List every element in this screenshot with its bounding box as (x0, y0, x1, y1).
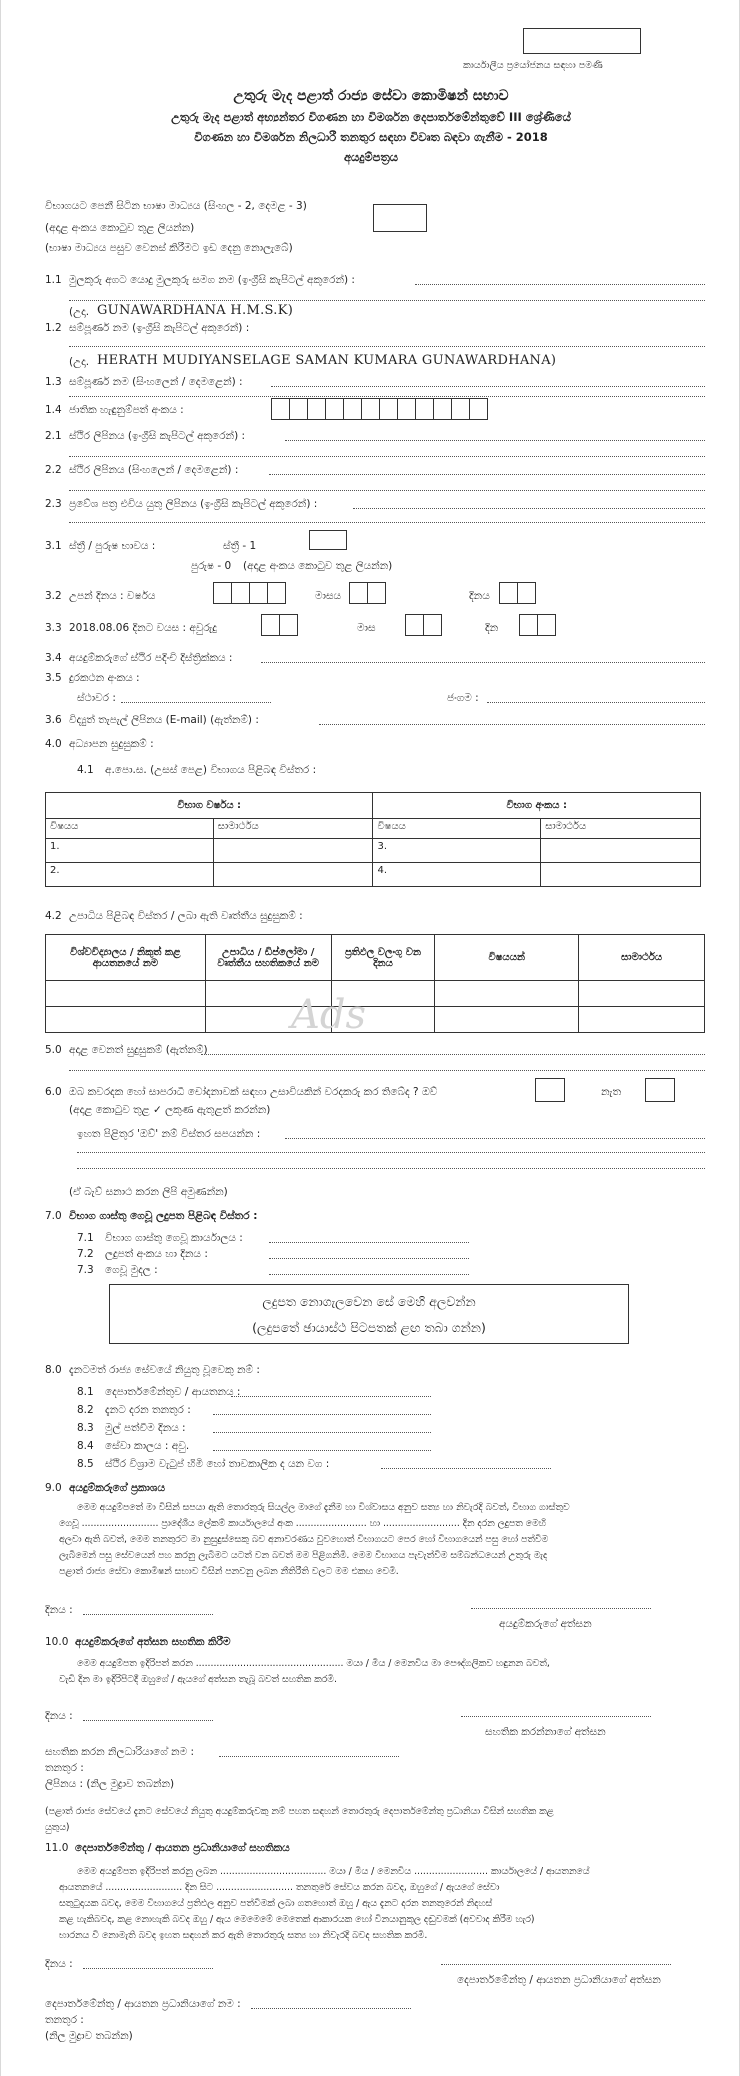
criminal-no-label: නැත (601, 1086, 621, 1098)
field-1-2-number: 1.2 (45, 322, 62, 334)
degree-table-header-row (46, 935, 705, 981)
al-subject-col-2: විෂයය (373, 819, 541, 839)
table-row[interactable] (46, 839, 701, 863)
field-8-4-number: 8.4 (77, 1440, 94, 1452)
field-1-3-number: 1.3 (45, 376, 62, 388)
field-3-3-number: 3.3 (45, 622, 62, 634)
declaration-line-4: ලැබීමෙන් පසු සේවයෙන් පහ කරනු ලැබීමට යටත් වන බවත් මම පිළිගනිමි. මෙම විභාගය පැවැත්වීම සම්බන්ධයෙන් උතුරු මැද (59, 1550, 548, 1561)
field-1-3-label: සම්පූර්ණ නම (සිංහලෙන් / දෙමළෙන්) : (69, 376, 243, 388)
table-cell[interactable] (541, 839, 701, 863)
field-1-1-label: මුලකුරු අගට යොදු මුලකුරු සමග නම (ඉංග්‍රීසි කැපිටල් අකුරෙන්) : (69, 274, 355, 286)
table-cell[interactable] (579, 981, 705, 1007)
field-5-0-number: 5.0 (45, 1044, 62, 1056)
declaration-line-1: මෙම අයදුම්පතේ මා විසින් සපයා ඇති තොරතුරු සියල්ල මාගේ දැනීම හා විශ්වාසය අනුව සත්‍ය හා නිවැරදි බවත්, විභාග ගාස්තුව (77, 1502, 570, 1513)
field-2-2-label: ස්ථිර ලිපිනය (සිංහලෙන් / දෙමළෙන්) : (69, 464, 239, 476)
age-year-boxes[interactable] (261, 614, 297, 636)
field-8-2-label: දැනට දරන තනතුර : (105, 1404, 191, 1416)
field-1-2-prefix: (උදා. (69, 356, 90, 368)
head-certificate-line-3: සතුටුදායක බවද, මෙම විභාගයේ ප්‍රතිඵල අනුව පත්වීමක් ලබා ගතහොත් ඔහු / ඇය දැනට දරන තනතුරෙන් නිදහස් (59, 1898, 493, 1909)
declaration-line-2: ගෙවූ .......................... ප්‍රාදේශීය ලේකම් කාර්යාලයේ අංක ........................ හා .......................... දින දරන ලදුපත මෙහි (59, 1518, 546, 1529)
certifier-address-label: ලිපිනය : (නිල මුද්‍රාව තබන්න) (45, 1778, 175, 1790)
head-certificate-line-2: ආයතනයේ .......................... දින සිට .......................... තනතුරේ සේවය කරන බවද, ඔහුගේ / ඇයගේ සේවා (59, 1882, 500, 1893)
field-2-1-label: ස්ථිර ලිපිනය (ඉංග්‍රීසි කැපිටල් අකුරෙන්) : (69, 430, 246, 442)
field-2-1-line2[interactable] (69, 456, 705, 457)
al-table-subheader-row (46, 819, 701, 839)
head-sign-label: දෙපාර්තමේන්තු / ආයතන ප්‍රධානියාගේ අත්සන (457, 1974, 661, 1986)
phone-mobile-label: ජංගම : (447, 692, 479, 704)
declaration-title: අයදුම්කරුගේ ප්‍රකාශය (69, 1482, 165, 1494)
head-date-label: දිනය : (45, 1958, 73, 1970)
al-table-header-row (46, 793, 701, 819)
phone-home-label: ස්ථාවර : (77, 692, 116, 704)
field-4-0-label: අධ්‍යාපන සුදුසුකම් : (69, 738, 154, 750)
age-day-boxes[interactable] (519, 614, 555, 636)
field-1-4-label: ජාතික හැඳුනුම්පත් අංකය : (69, 404, 184, 416)
field-8-3-number: 8.3 (77, 1422, 94, 1434)
table-row[interactable] (46, 1007, 705, 1033)
field-7-0-label: විභාග ගාස්තු ගෙවූ ලදුපත පිළිබඳ විස්තර : (69, 1210, 258, 1222)
certifier-post-label: තනතුර : (45, 1762, 84, 1774)
al-year-header: විභාග වර්ෂය : (46, 793, 373, 819)
field-2-3-number: 2.3 (45, 498, 62, 510)
field-3-4-line[interactable] (261, 662, 705, 663)
phone-mobile-line[interactable] (487, 702, 705, 703)
table-cell[interactable] (213, 863, 373, 887)
field-2-3-label: ප්‍රවේශ පත්‍ර එවිය යුතු ලිපිනය (ඉංග්‍රීසි කැපිටල් අකුරෙන්) : (69, 498, 318, 510)
declaration-line-5: පළාත් රාජ්‍ය සේවා කොමිෂන් සභාව විසින් පනවනු ලබන නීතිරීති වලට මම එකඟ වෙමි. (59, 1566, 399, 1577)
field-2-3-line[interactable] (353, 508, 705, 509)
field-4-2-number: 4.2 (45, 910, 62, 922)
field-7-3-line[interactable] (269, 1274, 469, 1275)
office-use-label: කාර්යාලීය ප්‍රයෝජනය සඳහා පමණි (463, 60, 603, 71)
table-row[interactable] (46, 981, 705, 1007)
head-name-label: දෙපාර්තමේන්තු / ආයතන ප්‍රධානියාගේ නම : (45, 1998, 241, 2010)
table-row[interactable] (46, 863, 701, 887)
field-1-2-label: සම්පූර්ණ නම (ඉංග්‍රීසි කැපිටල් අකුරෙන්) : (69, 322, 250, 334)
declaration-date-line[interactable] (83, 1614, 213, 1615)
field-7-0-number: 7.0 (45, 1210, 62, 1222)
age-month-boxes[interactable] (405, 614, 441, 636)
head-date-line[interactable] (83, 1968, 213, 1969)
field-3-6-label: විද්‍යුත් තැපැල් ලිපිනය (E-mail) (ඇත්නම්) : (69, 714, 259, 726)
field-8-4-line[interactable] (213, 1450, 431, 1451)
field-3-5-label: දුරකථන අංකය : (69, 672, 140, 684)
field-7-2-number: 7.2 (77, 1248, 94, 1260)
field-4-0-number: 4.0 (45, 738, 62, 750)
table-cell[interactable] (46, 981, 206, 1007)
head-sign-line[interactable] (441, 1964, 671, 1965)
field-9-0-number: 9.0 (45, 1482, 62, 1494)
field-5-0-line2[interactable] (69, 1070, 705, 1071)
field-7-1-line[interactable] (269, 1242, 469, 1243)
degree-table (45, 934, 705, 1033)
field-1-3-line[interactable] (271, 386, 705, 387)
criminal-details-label: ඉහත පිළිතුර 'ඔව්' නම් විස්තර සපයන්න : (77, 1128, 261, 1140)
criminal-hint: (අදාළ කොටුව තුළ ✓ ලකුණ ඇතුළත් කරන්න) (69, 1104, 271, 1116)
receipt-paste-box[interactable] (109, 1284, 629, 1344)
gender-hint: (අදාළ අංකය කොටුව තුළ ලියන්න) (243, 560, 393, 572)
receipt-paste-line1: ලදුපත නොගැලවෙන සේ මෙහි අලවන්න (262, 1294, 476, 1309)
field-3-5-number: 3.5 (45, 672, 62, 684)
head-certificate-line-4: කළ හැකිබවද, කළ නොහැකි බවද ඔහු / ඇය මෙමෙමේ මෙතෙක් ආකාරයක හෝ විනයානුකූල දඬුවමක් (අවවාද කිරීම හැර) (59, 1914, 535, 1925)
field-8-5-line[interactable] (381, 1468, 551, 1469)
field-2-2-line[interactable] (269, 474, 705, 475)
field-8-0-label: දැනටමත් රාජ්‍ය සේවයේ නියුතු වූවෙකු නම් : (69, 1364, 260, 1376)
field-2-2-number: 2.2 (45, 464, 62, 476)
field-8-3-line[interactable] (213, 1432, 431, 1433)
gender-box[interactable] (309, 530, 347, 550)
field-3-4-number: 3.4 (45, 652, 62, 664)
field-8-1-label: දෙපාර්තමේන්තුව / ආයතනය : (105, 1386, 241, 1398)
certification-sign-label: සහතික කරන්නාගේ අත්සන (485, 1726, 606, 1738)
field-2-1-line[interactable] (285, 440, 705, 441)
al-row-3-label: 3. (373, 839, 541, 863)
head-certificate-title: දෙපාර්තමේන්තු / ආයතන ප්‍රධානියාගේ සහතිකය (75, 1842, 290, 1854)
field-2-1-number: 2.1 (45, 430, 62, 442)
field-8-3-label: මුල් පත්වීම දිනය : (105, 1422, 186, 1434)
field-1-1-number: 1.1 (45, 274, 62, 286)
degree-col-subjects: විෂයයන් (435, 935, 579, 981)
field-7-3-number: 7.3 (77, 1264, 94, 1276)
header-recruitment: විගණන හා විමර්ශන නිලධාරී තනතුර සඳහා විවෘත බඳවා ගැනීම - 2018 (194, 130, 548, 144)
field-8-2-number: 8.2 (77, 1404, 94, 1416)
field-3-1-label: ස්ත්‍රී / පුරුෂ භාවය : (69, 540, 156, 552)
field-5-0-line[interactable] (201, 1054, 705, 1055)
dob-day-label: දිනය (469, 590, 490, 602)
field-8-4-label: සේවා කාලය : අවු. (105, 1440, 190, 1452)
gender-male-label: පුරුෂ - 0 (191, 560, 232, 572)
age-month-label: මාස (357, 622, 376, 634)
field-1-1-line2[interactable] (69, 300, 705, 301)
field-3-1-number: 3.1 (45, 540, 62, 552)
field-3-2-label: උපන් දිනය : වර්ෂය (69, 590, 156, 602)
certification-date-line[interactable] (83, 1720, 213, 1721)
field-1-3-line2[interactable] (69, 396, 705, 397)
field-1-2-value: HERATH MUDIYANSELAGE SAMAN KUMARA GUNAWARDHANA) (97, 353, 557, 368)
degree-col-degree: උපාධිය / ඩිප්ලෝමා / වෘත්තීය සහතිකයේ නම (205, 935, 331, 981)
office-use-box[interactable] (523, 28, 641, 54)
degree-col-university: විශ්වවිද්‍යාලය / නිකුත් කළ ආයතනයේ නම (46, 935, 206, 981)
field-7-3-label: ගෙවූ මුදල : (105, 1264, 158, 1276)
field-4-1-label: අ.පො.ස. (උසස් පෙළ) විභාගය පිළිබඳ විස්තර : (105, 764, 317, 776)
field-3-4-label: අයදුම්කරුගේ ස්ථිර පදිංචි දිස්ත්‍රික්කය : (69, 652, 233, 664)
head-post-label: තනතුර : (45, 2014, 84, 2026)
criminal-attach-note: (ඒ බැව් සනාථ කරන ලිපි අමුණන්න) (69, 1186, 228, 1198)
nic-digit-boxes[interactable] (271, 398, 487, 420)
field-1-1-line[interactable] (415, 284, 705, 285)
dob-year-boxes[interactable] (213, 582, 285, 604)
criminal-details-line2[interactable] (77, 1152, 705, 1153)
field-1-1-prefix: (උදා. (69, 306, 90, 318)
certification-note-1: (පළාත් රාජ්‍ය සේවයේ දැනට සේවයේ නියුතු අයදුම්කරුවකු නම් පහත සඳහන් තොරතුරු දෙපාර්තමේන්තු ප්‍රධානියා විසින් සහතික කළ (45, 1806, 554, 1817)
al-row-1-label: 1. (46, 839, 214, 863)
field-7-1-label: විභාග ගාස්තු ගෙවූ කාර්යාලය : (105, 1232, 243, 1244)
field-4-1-number: 4.1 (77, 764, 94, 776)
field-7-2-line[interactable] (269, 1258, 469, 1259)
declaration-date-label: දිනය : (45, 1604, 73, 1616)
table-cell[interactable] (541, 863, 701, 887)
criminal-no-box[interactable] (645, 1078, 675, 1102)
certification-line-1: මෙම අයදුම්පත ඉදිරිපත් කරන .................................................. මයා / මිය / මෙනවිය මා පෞද්ගලිකව හඳුනන බවත්, (77, 1658, 550, 1669)
declaration-sign-line[interactable] (471, 1608, 651, 1609)
field-11-0-number: 11.0 (45, 1842, 69, 1854)
criminal-details-line3[interactable] (77, 1168, 705, 1169)
field-1-2-line[interactable] (69, 346, 705, 347)
field-8-5-label: ස්ථිර විශ්‍රාම වැටුප් හිමි හෝ තාවකාලික ද යන වග : (105, 1458, 330, 1470)
field-1-1-value: GUNAWARDHANA H.M.S.K) (97, 303, 294, 318)
field-8-5-number: 8.5 (77, 1458, 94, 1470)
table-cell[interactable] (46, 1007, 206, 1033)
field-3-6-number: 3.6 (45, 714, 62, 726)
degree-col-valid-date: ප්‍රතිඵල වලංගු වන දිනය (331, 935, 435, 981)
declaration-sign-label: අයදුම්කරුගේ අත්සන (499, 1618, 592, 1630)
certification-sign-line[interactable] (461, 1716, 651, 1717)
certification-title: අයදුම්කරුගේ අත්සන සහතික කිරීම (75, 1636, 231, 1648)
field-2-3-line2[interactable] (69, 522, 705, 523)
field-6-0-number: 6.0 (45, 1086, 62, 1098)
age-day-label: දින (485, 622, 499, 634)
table-cell[interactable] (213, 839, 373, 863)
declaration-line-3: අලවා ඇති බවත්, මෙම තනතුරට මා නුසුදුස්සෙකු බව අනාවරණය වුවහොත් විභාගයට පෙර හෝ විභාගයෙන් පසු හෝ පත්වීම (59, 1534, 549, 1545)
field-8-1-number: 8.1 (77, 1386, 94, 1398)
watermark-logo: Ads (291, 992, 367, 1038)
al-index-header: විභාග අංකය : (373, 793, 701, 819)
table-cell[interactable] (435, 981, 579, 1007)
header-application: අයදුම්පත්‍රය (343, 150, 399, 164)
field-6-0-label: ඔබ කවරදක හෝ සාපරාධී චෝදනාවක් සඳහා උසාවියකින් වරදකරු කර තිබේද ? ඔව් (69, 1086, 438, 1098)
field-7-1-number: 7.1 (77, 1232, 94, 1244)
field-3-3-label: 2018.08.06 දිනට වයස : අවුරුදු (69, 622, 217, 634)
criminal-yes-box[interactable] (535, 1078, 565, 1102)
field-5-0-label: අදාළ වෙනත් සුදුසුකම් (ඇත්නම්) (69, 1044, 208, 1056)
certification-line-2: වැඩි දින මා ඉදිරිපිටදී ඔහුගේ / ඇයගේ අත්සන තැබූ බවත් සහතික කරමි. (59, 1674, 337, 1685)
dob-month-boxes[interactable] (349, 582, 385, 604)
al-results-table (45, 792, 701, 887)
head-seal-label: (නිල මුද්‍රාව තබන්න) (45, 2030, 133, 2042)
field-8-0-number: 8.0 (45, 1364, 62, 1376)
al-pass-col-2: සාමාර්ථය (541, 819, 701, 839)
certification-note-2: යුතුය) (45, 1822, 70, 1833)
field-8-1-line[interactable] (231, 1396, 431, 1397)
criminal-details-line[interactable] (285, 1138, 705, 1139)
degree-col-pass: සාමාර්ථය (579, 935, 705, 981)
field-4-2-label: උපාධිය පිළිබඳ විස්තර / ලබා ඇති වෘත්තීය සුදුසුකම් : (69, 910, 303, 922)
dob-day-boxes[interactable] (499, 582, 535, 604)
field-3-2-number: 3.2 (45, 590, 62, 602)
field-7-2-label: ලදුපත් අංකය හා දිනය : (105, 1248, 208, 1260)
dob-month-label: මාසය (315, 590, 342, 602)
receipt-paste-line2: (ලදුපතේ ඡායාස්ථ පිටපතක් ළඟ තබා ගන්න) (252, 1320, 486, 1335)
phone-home-line[interactable] (121, 702, 271, 703)
certifier-name-label: සහතික කරන නිලධාරියාගේ නම : (45, 1746, 194, 1758)
field-2-2-line2[interactable] (69, 490, 705, 491)
al-subject-col-1: විෂයය (46, 819, 214, 839)
table-cell[interactable] (435, 1007, 579, 1033)
head-certificate-line-5: භාරනය වී නොමැති බවද ඉහත සඳහන් කර ඇති තොරතුරු සත්‍ය හා නිවැරදි බවද සහතික කරමි. (59, 1930, 428, 1941)
field-3-6-line[interactable] (319, 724, 705, 725)
language-hint: (අදාළ අංකය කොටුව තුළ ලියන්න) (45, 222, 195, 234)
language-box[interactable] (373, 204, 427, 232)
certifier-name-line[interactable] (219, 1756, 399, 1757)
header-commission: උතුරු මැද පළාත් රාජ්‍ය සේවා කොමිෂන් සභාව (233, 88, 509, 104)
certification-date-label: දිනය : (45, 1710, 73, 1722)
head-certificate-line-1: මෙම අයදුම්පත ඉදිරිපත් කරනු ලබන .................................... මයා / මිය / මෙනවිය ......................... කාර්යාලයේ / ආයතනයේ (77, 1866, 590, 1877)
table-cell[interactable] (579, 1007, 705, 1033)
field-8-2-line[interactable] (213, 1414, 431, 1415)
head-name-line[interactable] (251, 2008, 411, 2009)
language-label: විභාගයට පෙනී සිටින භාෂා මාධ්‍යය (සිංහල - 2, දෙමළ - 3) (45, 200, 307, 212)
field-10-0-number: 10.0 (45, 1636, 69, 1648)
language-note: (භාෂා මාධ්‍යය පසුව වෙනස් කිරීමට ඉඩ දෙනු නොලැබේ) (45, 242, 293, 254)
al-pass-col-1: සාමාර්ථය (213, 819, 373, 839)
al-row-4-label: 4. (373, 863, 541, 887)
al-row-2-label: 2. (46, 863, 214, 887)
header-department: උතුරු මැද පළාත් අභ්‍යන්තර විගණන හා විමර්ශන දෙපාර්තමේන්තුවේ III ශ්‍රේණියේ (171, 110, 571, 124)
gender-female-label: ස්ත්‍රී - 1 (223, 540, 257, 552)
field-1-4-number: 1.4 (45, 404, 62, 416)
